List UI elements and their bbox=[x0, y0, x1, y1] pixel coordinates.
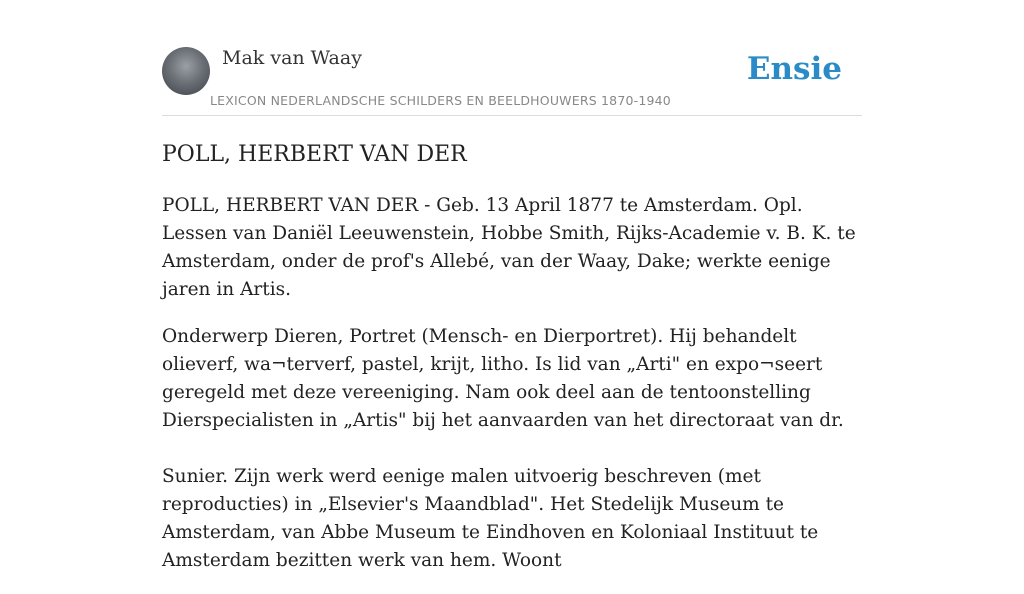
article-paragraph: Onderwerp Dieren, Portret (Mensch- en Dierportret). Hij behandelt olieverf, wa¬terverf, pastel, krijt, litho. Is lid van „Arti" en expo¬seert geregeld met deze vereeniging. Nam ook deel aan de tentoonstelling Dierspecialisten in „Artis" bij het aanvaarden van het directoraat van dr. bbox=[162, 326, 844, 431]
author-avatar[interactable] bbox=[162, 47, 210, 95]
article-body bbox=[162, 192, 868, 594]
source-label[interactable]: LEXICON NEDERLANDSCHE SCHILDERS EN BEELDHOUWERS 1870-1940 bbox=[210, 93, 671, 108]
article-paragraph: POLL, HERBERT VAN DER - Geb. 13 April 1877 te Amsterdam. Opl. Lessen van Daniël Leeuwenstein, Hobbe Smith, Rijks-Academie v. B. K. te Amsterdam, onder de prof's Allebé, van der Waay, Dake; werkte eenige jaren in Artis. bbox=[162, 195, 856, 300]
content-column bbox=[162, 0, 862, 571]
article-paragraph: Sunier. Zijn werk werd eenige malen uitvoerig beschreven (met reproducties) in „Elsevier's Maandblad". Het Stedelijk Museum te Amsterdam, van Abbe Museum te Eindhoven en Koloniaal Instituut te Amsterdam bezitten werk van hem. Woont bbox=[162, 466, 819, 571]
article-title: POLL, HERBERT VAN DER bbox=[162, 142, 467, 167]
ensie-logo[interactable]: Ensie bbox=[746, 51, 842, 87]
author-name[interactable]: Mak van Waay bbox=[222, 47, 362, 69]
article-header bbox=[162, 0, 862, 116]
